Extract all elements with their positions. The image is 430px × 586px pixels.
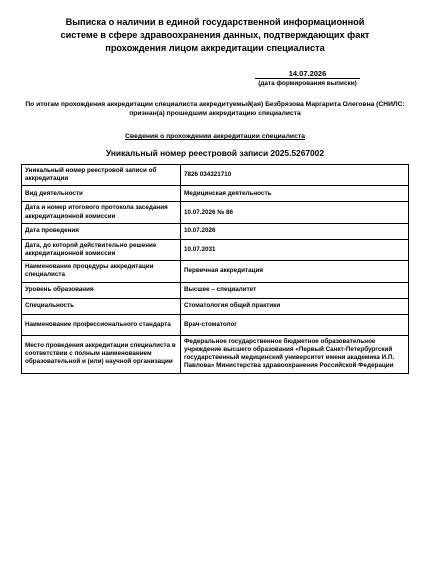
row-value: 10.07.2026 bbox=[181, 223, 409, 239]
row-key: Дата и номер итогового протокола заседания аккредитационной комиссии bbox=[22, 202, 181, 223]
row-key: Уровень образования bbox=[22, 282, 181, 298]
issue-date-block bbox=[255, 69, 360, 88]
table-row bbox=[22, 282, 409, 298]
row-key: Уникальный номер реестровой записи об аккредитации bbox=[22, 165, 181, 186]
registry-number-heading: Уникальный номер реестровой записи 2025.5267002 bbox=[105, 148, 324, 158]
row-key: Дата проведения bbox=[22, 223, 181, 239]
issue-date-caption: (дата формирования выписки) bbox=[258, 80, 357, 87]
title-line: прохождения лицом аккредитации специалиста bbox=[105, 43, 325, 53]
row-key: Наименование процедуры аккредитации специалиста bbox=[22, 261, 181, 282]
row-key: Наименование профессионального стандарта bbox=[22, 314, 181, 335]
row-value: Высшее – специалитет bbox=[181, 282, 409, 298]
title-line: системе в сфере здравоохранения данных, подтверждающих факт bbox=[60, 30, 370, 40]
row-key: Место проведения аккредитации специалиста в соответствии с полным наименованием образовательной и (или) научной организации bbox=[22, 335, 181, 373]
row-value: 7826 034321710 bbox=[181, 165, 409, 186]
row-value: Федеральное государственное бюджетное образовательное учреждение высшего образования «Первый Санкт-Петербургский государственный медицинский университет имени академика И.П. Павлова» Министерства здравоохранения Российской Федерации bbox=[181, 335, 409, 373]
table-row bbox=[22, 223, 409, 239]
table-row bbox=[22, 239, 409, 260]
intro-line: признан(а) прошедшим аккредитацию специалиста bbox=[129, 110, 301, 117]
row-value: Стоматология общей практики bbox=[181, 298, 409, 314]
row-key: Вид деятельности bbox=[22, 186, 181, 202]
table-row bbox=[22, 314, 409, 335]
table-row bbox=[22, 335, 409, 373]
section-heading: Сведения о прохождении аккредитации специалиста bbox=[125, 133, 305, 140]
row-value: 10.07.2026 № 86 bbox=[181, 202, 409, 223]
accreditation-table bbox=[21, 164, 409, 374]
issue-date: 14.07.2026 bbox=[255, 69, 360, 79]
row-value: Первичная аккредитация bbox=[181, 261, 409, 282]
intro-line: По итогам прохождения аккредитации специалиста аккредитуемый(ая) Безбрязова Маргарита Олеговна (СНИЛС: bbox=[25, 101, 405, 108]
table-row bbox=[22, 165, 409, 186]
document-title bbox=[40, 16, 390, 55]
row-value: Медицинская деятельность bbox=[181, 186, 409, 202]
row-value: Врач-стоматолог bbox=[181, 314, 409, 335]
title-line: Выписка о наличии в единой государственной информационной bbox=[65, 17, 365, 27]
table-row bbox=[22, 298, 409, 314]
table-row bbox=[22, 186, 409, 202]
row-key: Дата, до которой действительно решение аккредитационной комиссии bbox=[22, 239, 181, 260]
table-row bbox=[22, 202, 409, 223]
row-key: Специальность bbox=[22, 298, 181, 314]
row-value: 10.07.2031 bbox=[181, 239, 409, 260]
table-row bbox=[22, 261, 409, 282]
intro-text bbox=[18, 100, 412, 118]
